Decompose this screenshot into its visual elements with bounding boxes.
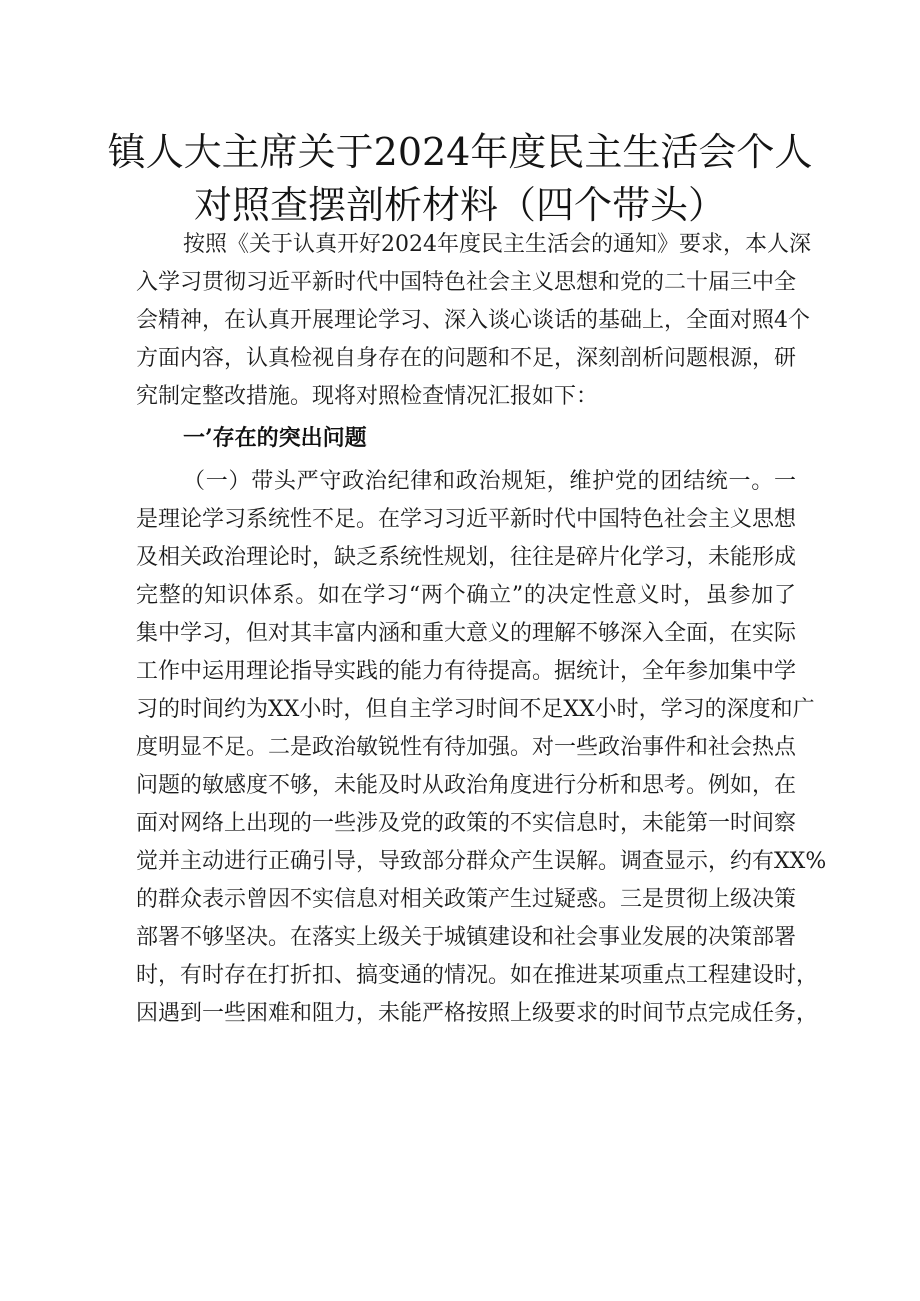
body-line-15: 因遇到一些困难和阻力，未能严格按照上级要求的时间节点完成任务， [136,1001,819,1026]
intro-line-1: 按照《关于认真开好2024年度民主生活会的通知》要求，本人深 [183,232,811,257]
document-title-line-2: 对照查摆剖析材料（四个带头） [193,183,726,227]
section-heading: 一’存在的突出问题 [183,425,367,451]
body-line-2: 是理论学习系统性不足。在学习习近平新时代中国特色社会主义思想 [136,507,797,532]
intro-line-4: 方面内容，认真检视自身存在的问题和不足，深刻剖析问题根源，研 [136,346,797,371]
body-line-4: 完整的知识体系。如在学习“两个确立”的决定性意义时，虽参加了 [136,583,796,608]
body-line-3: 及相关政治理论时，缺乏系统性规划，往往是碎片化学习，未能形成 [136,545,797,570]
body-line-5: 集中学习，但对其丰富内涵和重大意义的理解不够深入全面，在实际 [136,621,797,646]
document-title-line-1: 镇人大主席关于2024年度民主生活会个人 [107,130,813,174]
body-line-6: 工作中运用理论指导实践的能力有待提高。据统计，全年参加集中学 [136,659,797,684]
body-line-8: 度明显不足。二是政治敏锐性有待加强。对一些政治事件和社会热点 [136,735,797,760]
body-line-14: 时，有时存在打折扣、搞变通的情况。如在推进某项重点工程建设时， [136,963,819,988]
body-line-9: 问题的敏感度不够，未能及时从政治角度进行分析和思考。例如，在 [136,773,797,798]
body-line-7: 习的时间约为XX小时，但自主学习时间不足XX小时，学习的深度和广 [136,697,815,722]
intro-line-3: 会精神，在认真开展理论学习、深入谈心谈话的基础上，全面对照4个 [136,308,810,333]
body-line-1: （一）带头严守政治纪律和政治规矩，维护党的团结统一。一 [183,469,796,494]
intro-line-5: 究制定整改措施。现将对照检查情况汇报如下： [136,384,599,409]
body-line-13: 部署不够坚决。在落实上级关于城镇建设和社会事业发展的决策部署 [136,925,797,950]
intro-line-2: 入学习贯彻习近平新时代中国特色社会主义思想和党的二十届三中全 [136,270,797,295]
body-line-12: 的群众表示曾因不实信息对相关政策产生过疑惑。三是贯彻上级决策 [136,887,797,912]
body-line-10: 面对网络上出现的一些涉及党的政策的不实信息时，未能第一时间察 [136,811,797,836]
body-line-11: 觉并主动进行正确引导，导致部分群众产生误解。调查显示，约有XX% [136,849,827,874]
